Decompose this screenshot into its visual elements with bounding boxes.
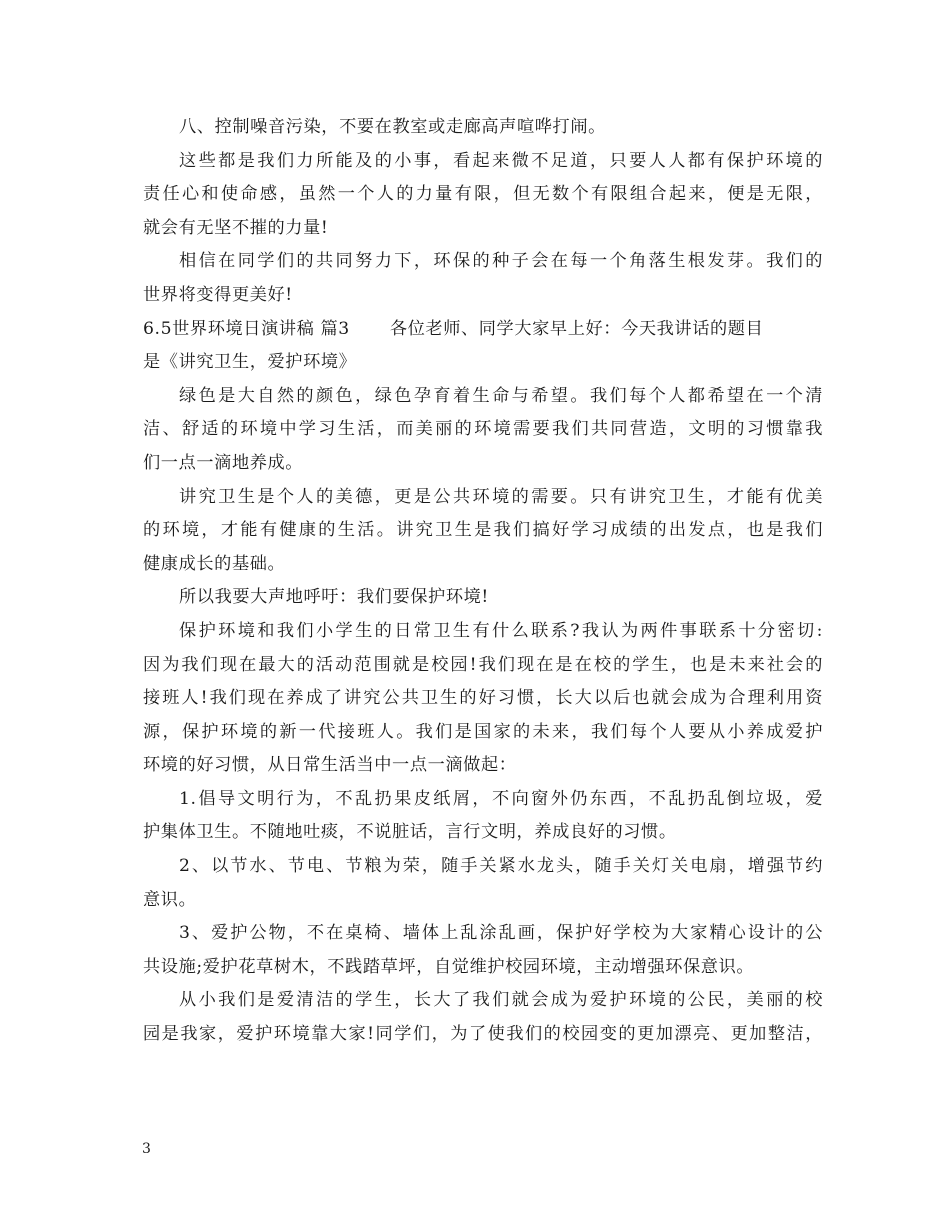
paragraph-line: 从小我们是爱清洁的学生，长大了我们就会成为爱护环境的公民，美丽的校 — [179, 990, 823, 1011]
paragraph-line: 护集体卫生。不随地吐痰，不说脏话，言行文明，养成良好的习惯。 — [143, 822, 677, 843]
paragraph-line: 环境的好习惯，从日常生活当中一点一滴做起： — [143, 755, 517, 776]
paragraph-line: 3、爱护公物，不在桌椅、墙体上乱涂乱画，保护好学校为大家精心设计的公 — [179, 923, 823, 944]
paragraph-line: 保护环境和我们小学生的日常卫生有什么联系?我认为两件事联系十分密切: — [179, 620, 823, 641]
paragraph-line: 相信在同学们的共同努力下，环保的种子会在每一个角落生根发芽。我们的 — [179, 251, 823, 272]
paragraph-line: 就会有无坚不摧的力量! — [143, 217, 329, 238]
paragraph-line: 的环境，才能有健康的生活。讲究卫生是我们搞好学习成绩的出发点，也是我们 — [143, 520, 823, 541]
page-number: 3 — [142, 1141, 151, 1157]
paragraph-line: 意识。 — [143, 889, 197, 910]
paragraph-line: 健康成长的基础。 — [143, 553, 286, 574]
paragraph-line: 接班人!我们现在养成了讲究公共卫生的好习惯，长大以后也就会成为合理利用资 — [143, 688, 823, 709]
section-heading-line — [143, 313, 823, 347]
paragraph-line: 责任心和使命感，虽然一个人的力量有限，但无数个有限组合起来，便是无限， — [143, 184, 823, 205]
section-title: 6.5世界环境日演讲稿 篇3 — [143, 318, 350, 339]
paragraph-line: 1.倡导文明行为，不乱扔果皮纸屑，不向窗外仍东西，不乱扔乱倒垃圾，爱 — [179, 788, 823, 809]
paragraph-line: 们一点一滴地养成。 — [143, 452, 304, 473]
paragraph-line: 世界将变得更美好! — [143, 284, 293, 305]
paragraph-line: 绿色是大自然的颜色，绿色孕育着生命与希望。我们每个人都希望在一个清 — [179, 385, 823, 406]
speech-greeting: 各位老师、同学大家早上好：今天我讲话的题目 — [389, 318, 764, 339]
paragraph-line: 洁、舒适的环境中学习生活，而美丽的环境需要我们共同营造，文明的习惯靠我 — [143, 419, 823, 440]
paragraph-line: 是《讲究卫生，爱护环境》 — [143, 352, 357, 373]
paragraph-line: 这些都是我们力所能及的小事，看起来微不足道，只要人人都有保护环境的 — [179, 150, 823, 171]
paragraph-line: 园是我家，爱护环境靠大家!同学们，为了使我们的校园变的更加漂亮、更加整洁， — [143, 1024, 823, 1045]
paragraph-line: 共设施;爱护花草树木，不践踏草坪，自觉维护校园环境，主动增强环保意识。 — [143, 956, 755, 977]
paragraph-line: 2、以节水、节电、节粮为荣，随手关紧水龙头，随手关灯关电扇，增强节约 — [179, 856, 823, 877]
paragraph-line: 八、控制噪音污染，不要在教室或走廊高声喧哗打闹。 — [179, 117, 606, 137]
paragraph-line: 源，保护环境的新一代接班人。我们是国家的未来，我们每个人要从小养成爱护 — [143, 721, 823, 742]
paragraph-line: 讲究卫生是个人的美德，更是公共环境的需要。只有讲究卫生，才能有优美 — [179, 486, 823, 507]
paragraph-line: 所以我要大声地呼吁：我们要保护环境! — [179, 587, 489, 608]
paragraph-line: 因为我们现在最大的活动范围就是校园!我们现在是在校的学生，也是未来社会的 — [143, 654, 823, 675]
document-body — [143, 111, 823, 1052]
